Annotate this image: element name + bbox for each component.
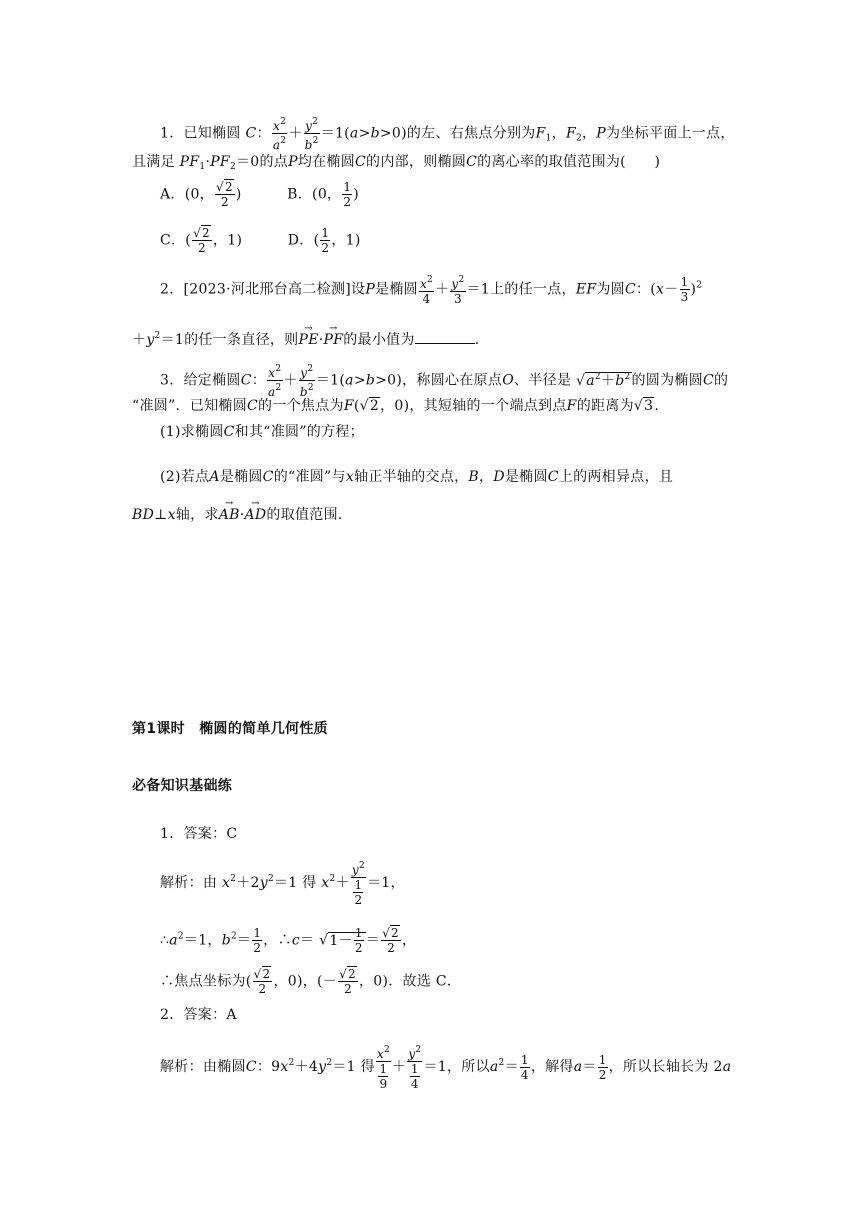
problem-3-line-1: 3．给定椭圆C： $\frac{x^2}{a^2}$ ＋ $\frac{y^2}{b^2}$ ＝1(a>b>0)，称圆心在原点O、半径是 $√a^2+b^2$的圆为椭圆C的: [160, 364, 729, 399]
problem-1-line-1: 1．已知椭圆 C： $\frac{x^2}{a^2}$ ＋ $\frac{y^2}{b^2}$ ＝1(a>b>0)的左、右焦点分别为$F_1$，$F_2$，P为坐标平面上一点，: [160, 117, 735, 152]
answer-1: 1．答案：C: [160, 826, 238, 842]
problem-1-line-2: 且满足 $PF_1\cdot PF_2=0$的点P均在椭圆C的内部，则椭圆C的离心率的取值范围为( ): [132, 154, 661, 172]
problem-2-line-2: $+y^2=1$的任一条直径，则→ PE·→ PF的最小值为 ．: [132, 326, 489, 350]
problem-2-line-1: 2．[2023·河北邢台高二检测]设P是椭圆 $\frac{x^2}{4}$ ＋ $\frac{y^2}{3}$ ＝1上的任一点，EF为圆C：(x－ $\frac{1}{3}$ )$^2$: [160, 275, 703, 306]
answer-1-explanation-3: ∴焦点坐标为( $\frac{√2}{2}$ ，0)，(－ $\frac{√2}{2}$ ，0)．故选 C．: [160, 967, 462, 996]
problem-3-question-2-line-2: BD⊥x轴，求→ AB·→ AD的取值范围．: [132, 505, 352, 525]
problem-1-options-ab: A．(0， $\frac{√2}{2}$ ) B．(0， $\frac{1}{2}$ ): [160, 180, 360, 209]
option-b: B．(0，: [287, 186, 342, 203]
problem-1-options-cd: C．( $\frac{√2}{2}$ ，1) D．( $\frac{1}{2}$ ，1): [160, 226, 361, 255]
answer-blank[interactable]: [415, 343, 475, 344]
option-d: D．(: [287, 232, 320, 249]
option-c: C．(: [160, 232, 192, 249]
answer-2-explanation-1: 解析：由椭圆C：$9x^2+4y^2=1$ 得 $\frac{x^2}{\frac{1}{9}}$ ＋ $\frac{y^2}{\frac{1}{4}}$ ＝1，所以$a^2=$ $\frac{1}{4}$ ，解得a＝ $\frac{1}{2}$ ，所以长轴长为 2a: [160, 1045, 732, 1091]
problem-3-question-1: (1)求椭圆C和其“准圆”的方程；: [160, 424, 364, 440]
section-title: 第1课时 椭圆的简单几何性质: [132, 721, 328, 737]
option-a: A．(0，: [160, 186, 214, 203]
answer-2: 2．答案：A: [160, 1007, 237, 1023]
problem-3-question-2-line-1: (2)若点A是椭圆C的“准圆”与x轴正半轴的交点，B，D是椭圆C上的两相异点，且: [160, 469, 674, 485]
section-subtitle: 必备知识基础练: [132, 778, 233, 794]
answer-1-explanation-2: $\therefore a^2=1$，$b^2=$ $\frac{1}{2}$ ，∴c＝ √1－ $\frac{1}{2}$ ＝ $\frac{√2}{2}$ ，: [160, 926, 417, 955]
problem-3-line-2: “准圆”．已知椭圆C的一个焦点为F(√2，0)，其短轴的一个端点到点F的距离为√3.: [132, 398, 660, 414]
answer-1-explanation-1: 解析：由 $x^2+2y^2=1$ 得 $x^2+$ $\frac{y^2}{\frac{1}{2}}$ ＝1，: [160, 861, 405, 907]
